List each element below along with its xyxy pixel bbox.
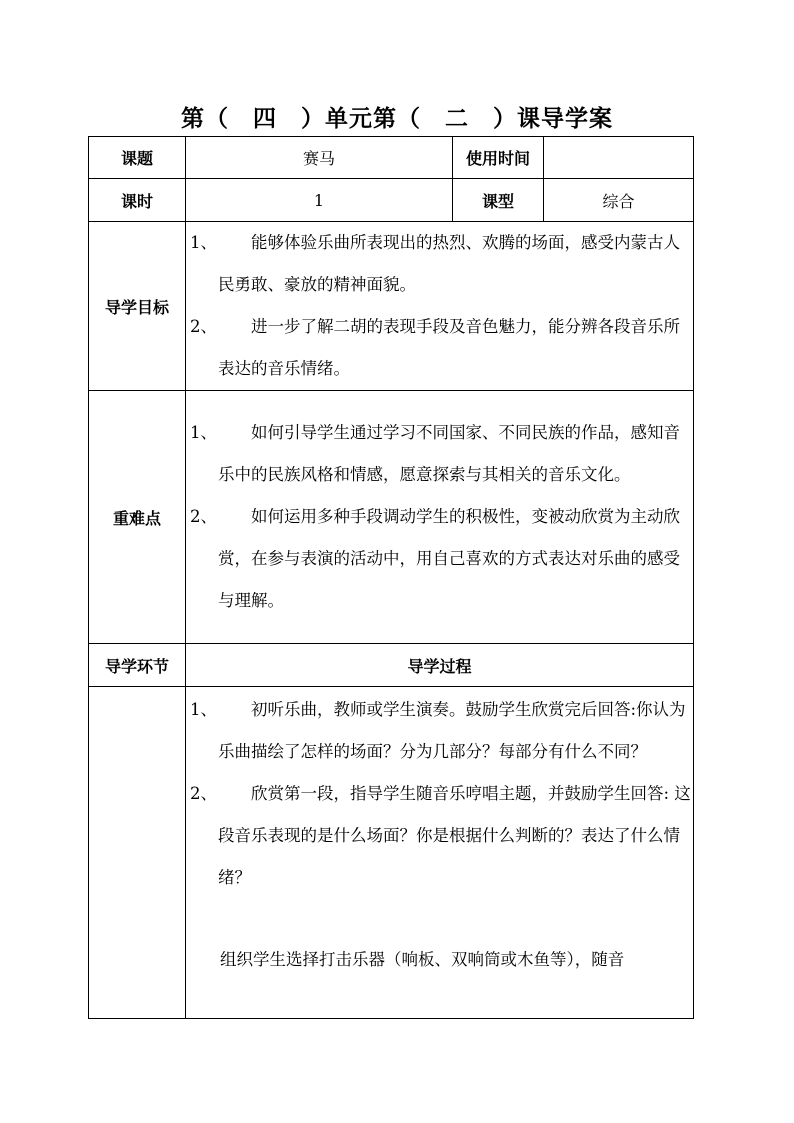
key-point-number: 1、 [190, 423, 217, 442]
topic-value: 赛马 [186, 137, 453, 179]
key-points-row [89, 391, 694, 644]
lesson-type-value: 综合 [544, 179, 694, 222]
topic-label: 课题 [89, 137, 186, 179]
process-extra-indent [186, 939, 220, 981]
period-value: 1 [186, 179, 453, 222]
process-extra [186, 939, 693, 981]
process-step-cell [89, 687, 186, 1019]
key-point-item [186, 496, 693, 622]
process-item [186, 689, 693, 773]
key-point-number: 2、 [190, 507, 217, 526]
goal-text: 能够体验乐曲所表现出的热烈、欢腾的场面，感受内蒙古人民勇敢、豪放的精神面貌。 [218, 233, 680, 294]
process-text: 初听乐曲，教师或学生演奏。鼓励学生欣赏完后回答:你认为乐曲描绘了怎样的场面？分为几部分？每部分有什么不同？ [218, 700, 686, 761]
key-point-item [186, 412, 693, 496]
goal-number: 2、 [190, 317, 217, 336]
key-point-text: 如何运用多种手段调动学生的积极性，变被动欣赏为主动欣赏，在参与表演的活动中，用自己喜欢的方式表达对乐曲的感受与理解。 [218, 507, 680, 610]
guide-process-header: 导学过程 [186, 644, 694, 687]
goals-row [89, 222, 694, 391]
process-item [186, 773, 693, 899]
guide-step-header: 导学环节 [89, 644, 186, 687]
usage-time-value [544, 137, 694, 179]
process-content [186, 687, 694, 1019]
goals-label: 导学目标 [89, 222, 186, 391]
usage-time-label: 使用时间 [453, 137, 544, 179]
goal-number: 1、 [190, 233, 217, 252]
process-row [89, 687, 694, 1019]
topic-row [89, 137, 694, 179]
goal-item [186, 306, 693, 390]
page-title: 第（ 四 ）单元第（ 二 ）课导学案 [181, 106, 613, 132]
process-text: 欣赏第一段，指导学生随音乐哼唱主题，并鼓励学生回答: 这段音乐表现的是什么场面？你是根据什么判断的？表达了什么情绪？ [218, 784, 691, 887]
key-point-text: 如何引导学生通过学习不同国家、不同民族的作品，感知音乐中的民族风格和情感，愿意探索与其相关的音乐文化。 [218, 423, 680, 484]
spacer [186, 899, 693, 939]
goal-item [186, 222, 693, 306]
period-row [89, 179, 694, 222]
lesson-plan-table [88, 136, 694, 1019]
key-points-label: 重难点 [89, 391, 186, 644]
section-header-row [89, 644, 694, 687]
key-points-content [186, 391, 694, 644]
period-label: 课时 [89, 179, 186, 222]
process-number: 2、 [190, 784, 217, 803]
goal-text: 进一步了解二胡的表现手段及音色魅力，能分辨各段音乐所表达的音乐情绪。 [218, 317, 680, 378]
goals-content [186, 222, 694, 391]
process-number: 1、 [190, 700, 217, 719]
lesson-type-label: 课型 [453, 179, 544, 222]
process-extra-text: 组织学生选择打击乐器（响板、双响筒或木鱼等），随音 [220, 950, 625, 969]
